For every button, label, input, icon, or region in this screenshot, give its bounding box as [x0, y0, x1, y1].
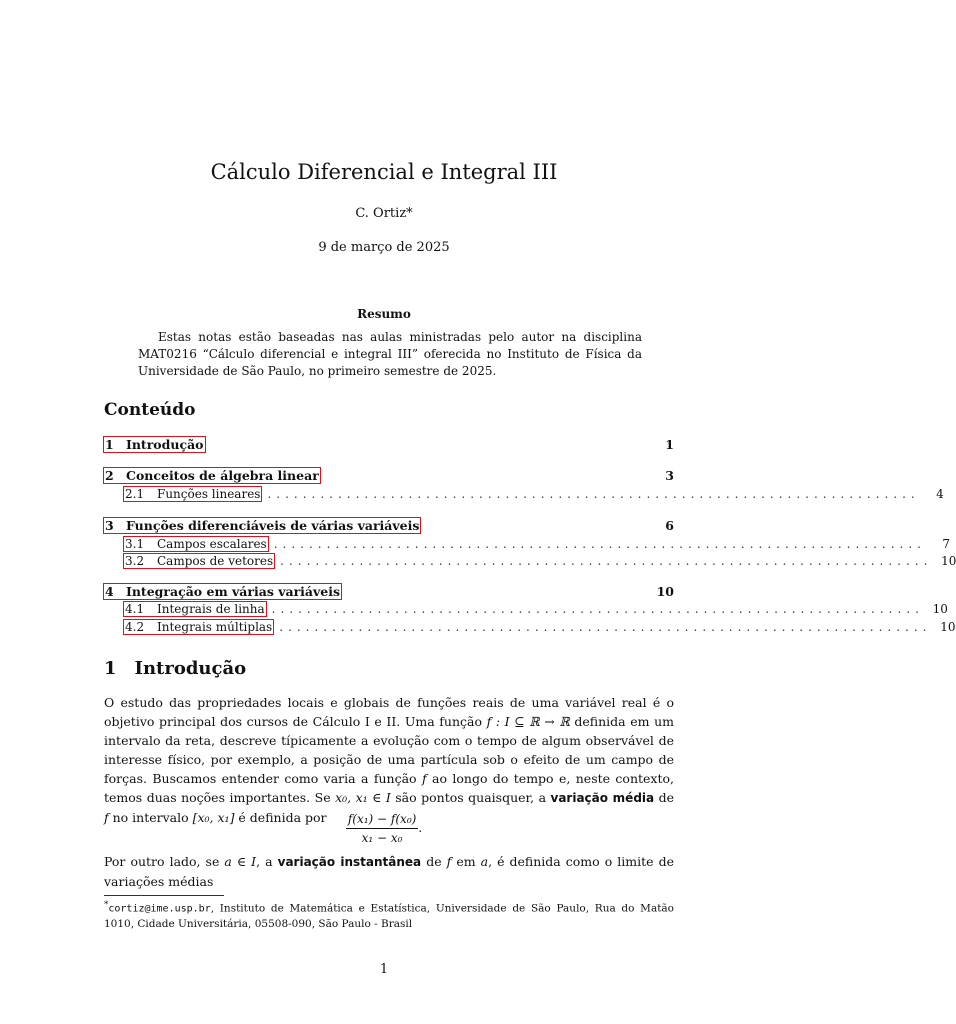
date: 9 de março de 2025	[318, 240, 450, 255]
author: C. Ortiz*	[355, 206, 413, 221]
toc-link[interactable]	[124, 602, 266, 616]
toc-label: Campos escalares	[157, 537, 267, 551]
toc-leader-dots: ..........................................................................	[280, 554, 933, 568]
paragraph-2: Por outro lado, se a ∈ I, a variação instantânea de f em a, é definida como o limite de variações médias	[104, 854, 674, 889]
toc-leader-dots: ..........................................................................	[271, 602, 924, 616]
toc-subentry[interactable]	[124, 487, 944, 505]
toc-label: Funções diferenciáveis de várias variáveis	[126, 518, 420, 533]
fraction-numerator: f(x₁) − f(x₀)	[346, 812, 418, 829]
toc-label: Integração em várias variáveis	[126, 584, 341, 599]
toc-label: Integrais de linha	[157, 602, 265, 616]
toc-link[interactable]	[104, 584, 341, 599]
footnote-rule	[104, 895, 224, 896]
toc-page: 10	[940, 620, 956, 634]
toc-page: 10	[941, 554, 956, 568]
toc-number: 3	[105, 518, 114, 533]
toc-entry[interactable]	[104, 468, 674, 486]
toc-page: 3	[665, 468, 674, 483]
toc-link[interactable]	[124, 554, 274, 568]
math-inline: f	[104, 810, 109, 825]
toc-page: 7	[942, 537, 950, 551]
toc-label: Integrais múltiplas	[157, 620, 273, 634]
toc-subentry[interactable]	[124, 537, 950, 555]
footnote: *cortiz@ime.usp.br, Instituto de Matemática e Estatística, Universidade de São Paulo, Rua do Matão 1010, Cidade Universitária, 05508-090, São Paulo - Brasil	[104, 900, 674, 930]
footnote-mark: *	[104, 900, 109, 910]
math-inline: f : I ⊆ ℝ → ℝ	[486, 714, 570, 729]
paragraph-1: O estudo das propriedades locais e globais de funções reais de uma variável real é o objetivo principal dos cursos de Cálculo I e II. Uma função f : I ⊆ ℝ → ℝ definida em um intervalo da reta, descreve típicamente a evolução com o tempo de algum observável de interesse físico, por exemplo, a posição de uma partícula sob o efeito de um campo de forças. Buscamos entender como varia a função f ao longo do tempo e, neste contexto, temos duas noções importantes. Se x₀, x₁ ∈ I são pontos quaisquer, a variação média de f no intervalo [x₀, x₁] é definida por	[104, 695, 674, 825]
toc-number: 1	[105, 437, 114, 452]
toc-label: Funções lineares	[157, 487, 261, 501]
toc-page: 6	[665, 518, 674, 533]
toc-link[interactable]	[124, 620, 273, 634]
abstract-heading: Resumo	[357, 307, 411, 321]
math-inline: a	[480, 854, 489, 869]
toc-page: 1	[665, 437, 674, 452]
toc-number: 2.1	[125, 487, 145, 501]
toc-number: 3.1	[125, 537, 145, 551]
toc-leader-dots: ..........................................................................	[273, 537, 926, 551]
section-heading	[104, 658, 246, 679]
toc-label: Campos de vetores	[157, 554, 274, 568]
math-inline: x₀, x₁ ∈ I	[335, 790, 391, 805]
term-bold: variação instantânea	[277, 855, 422, 869]
toc-subentry[interactable]	[124, 554, 956, 572]
toc-link[interactable]	[104, 437, 205, 452]
toc-entry[interactable]	[104, 584, 674, 602]
toc-link[interactable]	[104, 518, 420, 533]
toc-leader-dots: ..........................................................................	[279, 620, 932, 634]
toc-subentry[interactable]	[124, 620, 956, 638]
display-formula: $\frac{\text{f(x₁) − f(x₀)}}{\text{x₁ − x₀}}$ .	[347, 812, 423, 845]
math-inline: [x₀, x₁]	[192, 810, 235, 825]
toc-subentry[interactable]	[124, 602, 948, 620]
math-inline: f	[421, 771, 427, 786]
fraction-denominator: x₁ − x₀	[361, 831, 403, 845]
math-inline: a ∈ I	[224, 854, 257, 869]
toc-page: 10	[656, 584, 674, 599]
toc-number: 4	[105, 584, 114, 599]
toc-heading: Conteúdo	[104, 400, 196, 420]
toc-leader-dots: ..........................................................................	[267, 487, 920, 501]
section-title: Introdução	[134, 658, 247, 679]
toc-number: 4.2	[125, 620, 145, 634]
page-number: 1	[379, 962, 389, 977]
toc-link[interactable]	[104, 468, 320, 483]
math-inline: f	[446, 854, 452, 869]
toc-link[interactable]	[124, 487, 261, 501]
footnote-email[interactable]: cortiz@ime.usp.br	[108, 903, 211, 915]
document-title: Cálculo Diferencial e Integral III	[210, 160, 558, 184]
toc-entry[interactable]	[104, 437, 674, 455]
toc-number: 2	[105, 468, 114, 483]
toc-label: Introdução	[126, 437, 204, 452]
section-number: 1	[104, 658, 117, 679]
toc-entry[interactable]	[104, 518, 674, 536]
abstract-text: Estas notas estão baseadas nas aulas ministradas pelo autor na disciplina MAT0216 “Cálculo diferencial e integral III” oferecida no Instituto de Física da Universidade de São Paulo, no primeiro semestre de 2025.	[138, 330, 642, 378]
toc-page: 4	[936, 487, 944, 501]
term-bold: variação média	[550, 791, 655, 805]
toc-number: 3.2	[125, 554, 145, 568]
fraction	[346, 812, 418, 845]
toc-number: 4.1	[125, 602, 145, 616]
toc-link[interactable]	[124, 537, 268, 551]
toc-page: 10	[932, 602, 948, 616]
toc-label: Conceitos de álgebra linear	[126, 468, 319, 483]
